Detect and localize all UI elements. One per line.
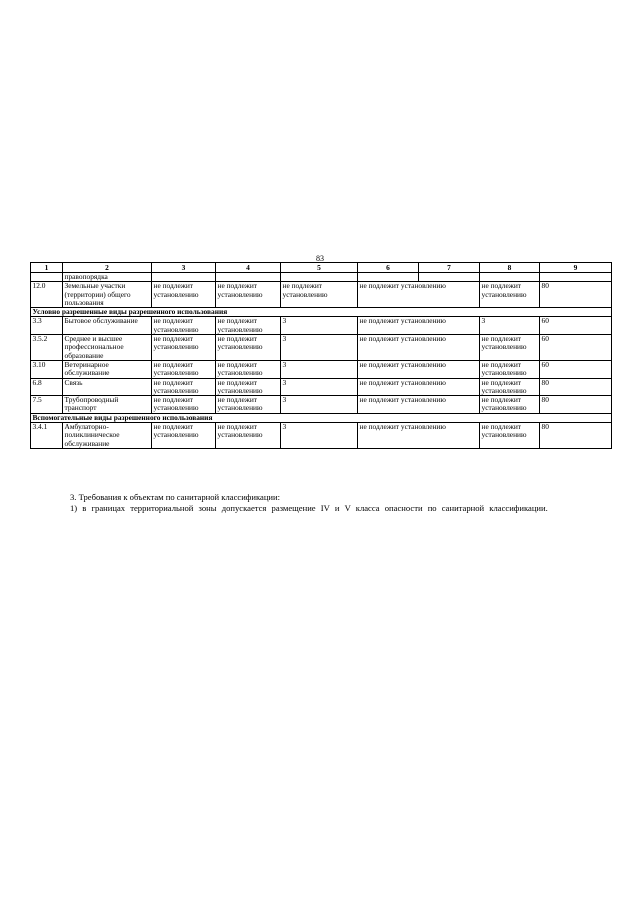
header-col-4: 4 <box>216 263 281 273</box>
header-col-5: 5 <box>281 263 358 273</box>
cell-code <box>31 273 63 282</box>
cell-code: 3.10 <box>31 360 63 378</box>
section-title: Вспомогательные виды разрешенного использования <box>31 413 612 422</box>
header-col-1: 1 <box>31 263 63 273</box>
cell-name: Ветеринарное обслуживание <box>63 360 152 378</box>
cell-c9: 80 <box>540 282 612 308</box>
cell-c5: 3 <box>281 378 358 396</box>
cell-c3: не подлежит установлению <box>152 396 216 414</box>
cell-name: Связь <box>63 378 152 396</box>
header-col-2: 2 <box>63 263 152 273</box>
cell-c4 <box>216 273 281 282</box>
header-col-8: 8 <box>480 263 540 273</box>
cell-c67: не подлежит установлению <box>358 396 480 414</box>
table-row <box>31 378 612 396</box>
cell-c5 <box>281 273 358 282</box>
cell-c3: не подлежит установлению <box>152 360 216 378</box>
cell-c8 <box>480 273 540 282</box>
cell-c4: не подлежит установлению <box>216 360 281 378</box>
cell-c67: не подлежит установлению <box>358 317 480 335</box>
cell-c3: не подлежит установлению <box>152 378 216 396</box>
cell-c9: 60 <box>540 335 612 361</box>
section-row-conditional <box>31 308 612 317</box>
header-col-6: 6 <box>358 263 419 273</box>
cell-c4: не подлежит установлению <box>216 378 281 396</box>
cell-c67: не подлежит установлению <box>358 282 480 308</box>
cell-c67: не подлежит установлению <box>358 423 480 449</box>
table-header-row <box>31 263 612 273</box>
table-row <box>31 335 612 361</box>
cell-c3: не подлежит установлению <box>152 317 216 335</box>
table-row <box>31 317 612 335</box>
table-row-continuation <box>31 273 612 282</box>
cell-c5: не подлежит установлению <box>281 282 358 308</box>
cell-c5: 3 <box>281 423 358 449</box>
cell-c8: 3 <box>480 317 540 335</box>
cell-c9: 80 <box>540 423 612 449</box>
cell-name: Земельные участки (территории) общего пользования <box>63 282 152 308</box>
cell-c4: не подлежит установлению <box>216 423 281 449</box>
cell-c8: не подлежит установлению <box>480 282 540 308</box>
header-col-9: 9 <box>540 263 612 273</box>
paragraph-sanitary-requirements: 3. Требования к объектам по санитарной классификации: <box>70 492 281 502</box>
cell-c4: не подлежит установлению <box>216 317 281 335</box>
cell-c67: не подлежит установлению <box>358 335 480 361</box>
table-row <box>31 423 612 449</box>
cell-c5: 3 <box>281 360 358 378</box>
cell-code: 3.3 <box>31 317 63 335</box>
cell-c8: не подлежит установлению <box>480 396 540 414</box>
cell-c9: 80 <box>540 378 612 396</box>
cell-name: Бытовое обслуживание <box>63 317 152 335</box>
cell-c3: не подлежит установлению <box>152 423 216 449</box>
cell-c8: не подлежит установлению <box>480 335 540 361</box>
table-row <box>31 396 612 414</box>
section-row-auxiliary <box>31 413 612 422</box>
cell-c4: не подлежит установлению <box>216 396 281 414</box>
cell-c5: 3 <box>281 396 358 414</box>
cell-code: 3.4.1 <box>31 423 63 449</box>
cell-code: 7.5 <box>31 396 63 414</box>
zoning-regulations-table <box>30 262 612 449</box>
cell-name: Трубопроводный транспорт <box>63 396 152 414</box>
table-row <box>31 360 612 378</box>
cell-c67: не подлежит установлению <box>358 360 480 378</box>
header-col-3: 3 <box>152 263 216 273</box>
cell-c3: не подлежит установлению <box>152 335 216 361</box>
page-number: 83 <box>316 254 324 263</box>
cell-code: 12.0 <box>31 282 63 308</box>
cell-name: правопорядка <box>63 273 152 282</box>
cell-c8: не подлежит установлению <box>480 378 540 396</box>
cell-c8: не подлежит установлению <box>480 360 540 378</box>
cell-c3 <box>152 273 216 282</box>
cell-c5: 3 <box>281 317 358 335</box>
table-row <box>31 282 612 308</box>
cell-c9: 80 <box>540 396 612 414</box>
cell-c4: не подлежит установлению <box>216 335 281 361</box>
cell-c6 <box>358 273 419 282</box>
cell-c5: 3 <box>281 335 358 361</box>
cell-c67: не подлежит установлению <box>358 378 480 396</box>
cell-code: 6.8 <box>31 378 63 396</box>
cell-code: 3.5.2 <box>31 335 63 361</box>
paragraph-hazard-class: 1) в границах территориальной зоны допускается размещение IV и V класса опасности по санитарной классификации. <box>70 503 548 513</box>
cell-name: Амбулаторно-поликлиническое обслуживание <box>63 423 152 449</box>
cell-name: Среднее и высшее профессиональное образование <box>63 335 152 361</box>
cell-c9 <box>540 273 612 282</box>
cell-c4: не подлежит установлению <box>216 282 281 308</box>
cell-c3: не подлежит установлению <box>152 282 216 308</box>
header-col-7: 7 <box>419 263 480 273</box>
cell-c9: 60 <box>540 360 612 378</box>
cell-c8: не подлежит установлению <box>480 423 540 449</box>
section-title: Условно разрешенные виды разрешенного использования <box>31 308 612 317</box>
cell-c9: 60 <box>540 317 612 335</box>
cell-c7 <box>419 273 480 282</box>
